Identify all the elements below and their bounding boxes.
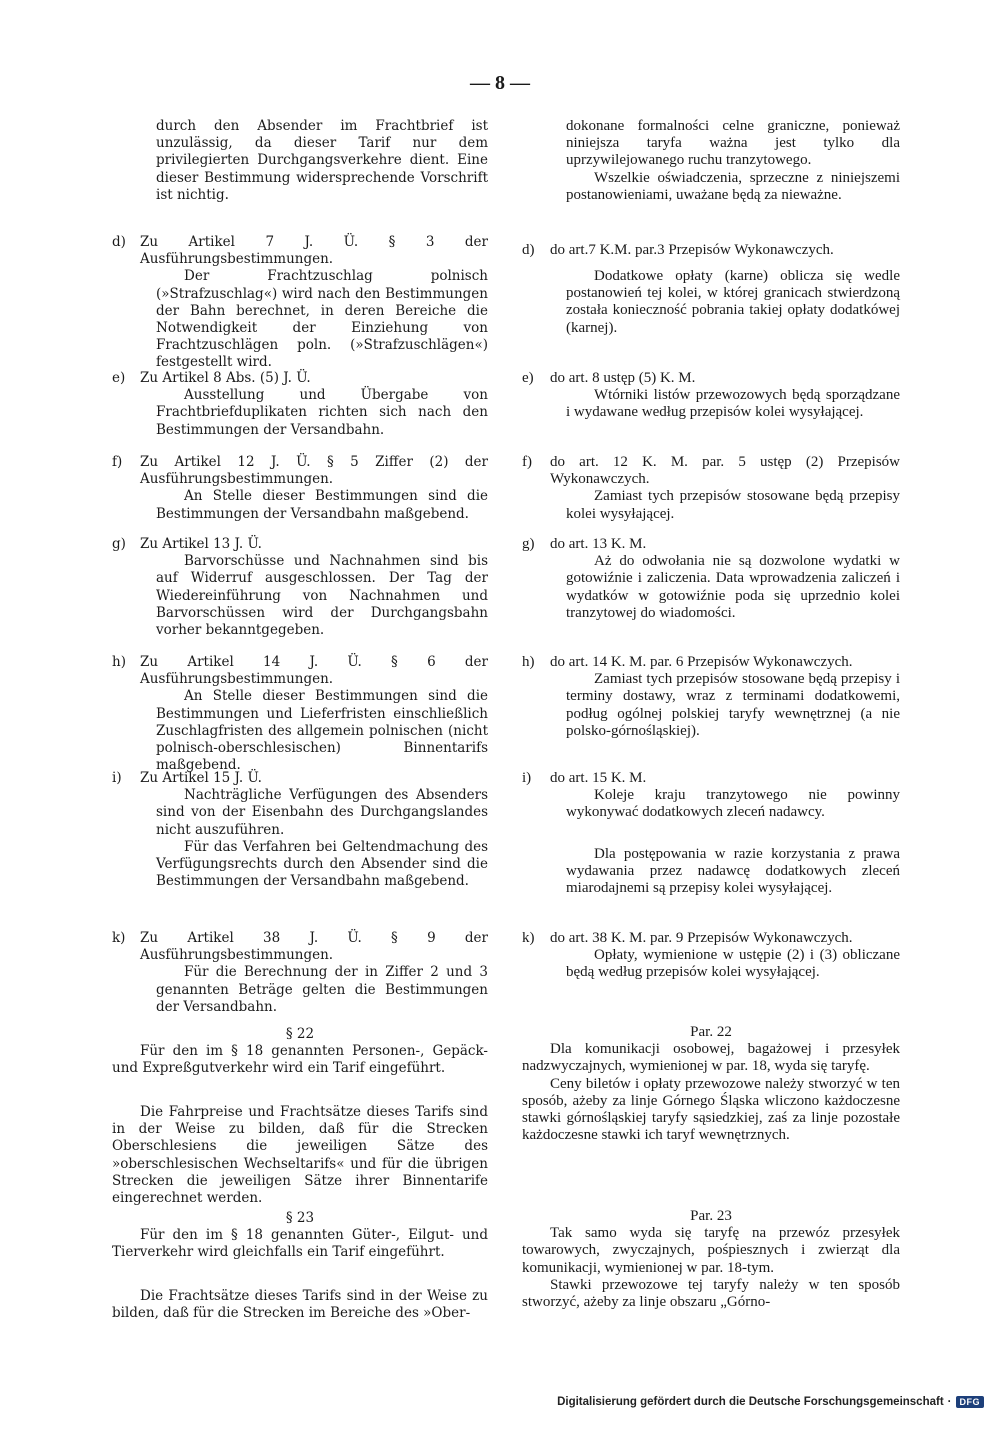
dfg-logo-icon: DFG bbox=[956, 1396, 985, 1408]
de-h-body: An Stelle dieser Bestimmungen sind die Bestimmungen und Lieferfristen einschließlich Zuschlagfristen des allgemein polnischen (nicht polnisch-oberschlesischen) Binnentarifs maßgebend. bbox=[156, 688, 488, 774]
pl-s22-p2: Ceny biletów i opłaty przewozowe należy stworzyć w ten sposób, ażeby za linje Górnego Śląska wliczono każdoczesne stawki górnośląskiej taryfy sąsiedzkiej, zaś za linje pozostałe każdoczesne stawki ich taryf wewnętrznych. bbox=[522, 1075, 900, 1144]
de-section-22 bbox=[112, 1026, 488, 1078]
de-d-marker: d) bbox=[112, 234, 126, 250]
pl-i-body2-block bbox=[522, 846, 900, 898]
de-s22-p2: Die Fahrpreise und Frachtsätze dieses Tarifs sind in der Weise zu bilden, daß für die Strecken Oberschlesiens die jeweiligen Sätze des »oberschlesischen Wechseltarifs« und für die übrigen Strecken die jeweiligen Sätze ihrer Binnentarife eingerechnet werden. bbox=[112, 1104, 488, 1207]
de-g-marker: g) bbox=[112, 536, 126, 552]
polish-column bbox=[522, 118, 900, 1364]
de-item-e bbox=[112, 370, 488, 439]
pl-k-heading: do art. 38 K. M. par. 9 Przepisów Wykonawczych. bbox=[550, 930, 853, 946]
footer-text: Digitalisierung gefördert durch die Deutsche Forschungsgemeinschaft bbox=[557, 1396, 944, 1408]
german-column bbox=[112, 118, 488, 1364]
de-g-heading: Zu Artikel 13 J. Ü. bbox=[140, 536, 262, 552]
pl-e-heading: do art. 8 ustęp (5) K. M. bbox=[550, 370, 696, 386]
de-i-heading: Zu Artikel 15 J. Ü. bbox=[140, 770, 262, 786]
pl-h-heading: do art. 14 K. M. par. 6 Przepisów Wykonawczych. bbox=[550, 654, 853, 670]
pl-s23-p2: Stawki przewozowe tej taryfy należy w ten sposób stworzyć, ażeby za linje obszaru „Górno- bbox=[522, 1276, 900, 1311]
de-d-heading: Zu Artikel 7 J. Ü. § 3 der Ausführungsbestimmungen. bbox=[140, 234, 488, 268]
de-s23-title: § 23 bbox=[285, 1210, 315, 1226]
de-h-marker: h) bbox=[112, 654, 126, 670]
de-e-body: Ausstellung und Übergabe von Frachtbriefduplikaten richten sich nach den Bestimmungen der Versandbahn. bbox=[156, 387, 488, 438]
de-k-heading: Zu Artikel 38 J. Ü. § 9 der Ausführungsbestimmungen. bbox=[140, 930, 488, 964]
de-k-marker: k) bbox=[112, 930, 126, 946]
de-e-heading: Zu Artikel 8 Abs. (5) J. Ü. bbox=[140, 370, 311, 386]
de-d-body: Der Frachtzuschlag polnisch (»Strafzuschlag«) wird nach den Bestimmungen der Bahn berechnet, in deren Bereiche die Notwendigkeit der Einziehung von Frachtzuschlägen poln. (»Strafzuschlägen«) festgestellt wird. bbox=[156, 268, 488, 371]
de-item-g bbox=[112, 536, 488, 639]
de-intro-text: durch den Absender im Frachtbrief ist unzulässig, da dieser Tarif nur dem privilegierten Durchgangsverkehre dient. Eine dieser Bestimmung widersprechende Vorschrift ist nichtig. bbox=[156, 118, 488, 203]
pl-f-marker: f) bbox=[522, 454, 532, 470]
pl-h-body: Zamiast tych przepisów stosowane będą przepisy i terminy dostawy, wraz z terminami dodatkowemi, podług ogólnej polskiej taryfy wewnętrznej (a nie polsko-górnośląskiej). bbox=[566, 671, 900, 739]
pl-item-e bbox=[522, 370, 900, 422]
de-s23-p2: Die Frachtsätze dieses Tarifs sind in der Weise zu bilden, daß für die Strecken im Bereiche des »Ober- bbox=[112, 1288, 488, 1322]
pl-item-d bbox=[522, 242, 900, 259]
pl-s22-p1: Dla komunikacji osobowej, bagażowej i przesyłek nadzwyczajnych, wymienionej w par. 18, wyda się taryfę. bbox=[522, 1041, 900, 1075]
de-item-i bbox=[112, 770, 488, 890]
de-section-23 bbox=[112, 1210, 488, 1262]
pl-h-marker: h) bbox=[522, 654, 535, 670]
pl-item-k bbox=[522, 930, 900, 982]
pl-g-heading: do art. 13 K. M. bbox=[550, 536, 647, 552]
pl-d-body: Dodatkowe opłaty (karne) oblicza się wedle postanowień tej kolei, w której granicach stwierdzoną została konieczność pobrania takiej opłaty dodatkówej (karnej). bbox=[566, 268, 900, 336]
de-f-marker: f) bbox=[112, 454, 123, 470]
de-e-marker: e) bbox=[112, 370, 126, 386]
pl-i-marker: i) bbox=[522, 770, 532, 786]
pl-d-body-block bbox=[522, 268, 900, 337]
de-i-body2: Für das Verfahren bei Geltendmachung des Verfügungsrechts durch den Absender sind die Bestimmungen der Versandbahn maßgebend. bbox=[156, 838, 488, 890]
pl-f-heading: do art. 12 K. M. par. 5 ustęp (2) Przepisów Wykonawczych. bbox=[550, 454, 900, 488]
pl-k-marker: k) bbox=[522, 930, 535, 946]
de-k-body: Für die Berechnung der in Ziffer 2 und 3 genannten Beträge gelten die Bestimmungen der Versandbahn. bbox=[156, 964, 488, 1015]
pl-g-body: Aż do odwołania nie są dozwolone wydatki w gotowiźnie i zaliczenia. Data wprowadzenia zaliczeń i wydatków w gotowiźnie poda się uprzednio kolei tranzytowej do wiadomości. bbox=[566, 553, 900, 621]
pl-k-body: Opłaty, wymienione w ustępie (2) i (3) obliczane będą według przepisów kolei wysyłającej. bbox=[566, 947, 900, 981]
de-f-body: An Stelle dieser Bestimmungen sind die Bestimmungen der Versandbahn maßgebend. bbox=[156, 488, 488, 522]
de-s22-title: § 22 bbox=[285, 1026, 315, 1042]
pl-e-body: Wtórniki listów przewozowych będą sporządzane i wydawane według przepisów kolei wysyłającej. bbox=[566, 387, 900, 421]
pl-intro bbox=[522, 118, 900, 204]
pl-item-i bbox=[522, 770, 900, 822]
de-s23-p2-block bbox=[112, 1288, 488, 1322]
pl-g-marker: g) bbox=[522, 536, 535, 552]
pl-item-f bbox=[522, 454, 900, 523]
de-g-body: Barvorschüsse und Nachnahmen sind bis auf Widerruf ausgeschlossen. Der Tag der Wiedereinführung von Nachnahmen und Barvorschüssen wird der Durchgangsbahn vorher bekanntgegeben. bbox=[156, 553, 488, 639]
de-item-h bbox=[112, 654, 488, 774]
de-s22-p2-block bbox=[112, 1104, 488, 1207]
pl-i-body1: Koleje kraju tranzytowego nie powinny wykonywać dodatkowych zleceń nadawcy. bbox=[566, 787, 900, 821]
pl-intro-1: dokonane formalności celne graniczne, ponieważ niniejsza taryfa ważna jest tylko dla uprzywilejowanego ruchu tranzytowego. bbox=[566, 118, 900, 169]
de-s23-p1: Für den im § 18 genannten Güter-, Eilgut- und Tierverkehr wird gleichfalls ein Tarif eingeführt. bbox=[112, 1227, 488, 1261]
de-item-d bbox=[112, 234, 488, 372]
pl-d-heading: do art.7 K.M. par.3 Przepisów Wykonawczych. bbox=[550, 242, 834, 258]
pl-section-23 bbox=[522, 1208, 900, 1311]
de-s22-p1: Für den im § 18 genannten Personen-, Gepäck- und Expreßgutverkehr wird ein Tarif eingeführt. bbox=[112, 1043, 488, 1077]
pl-s23-p1: Tak samo wyda się taryfę na przewóz przesyłek towarowych, zwyczajnych, pośpiesznych i zwierząt dla komunikacji, wymienionej w par. 18-tym. bbox=[522, 1225, 900, 1276]
de-i-marker: i) bbox=[112, 770, 122, 786]
pl-f-body: Zamiast tych przepisów stosowane będą przepisy kolei wysyłającej. bbox=[566, 488, 900, 522]
pl-s22-title: Par. 22 bbox=[690, 1024, 732, 1040]
de-item-k bbox=[112, 930, 488, 1016]
digitization-footer: Digitalisierung gefördert durch die Deutsche Forschungsgemeinschaft · DFG bbox=[557, 1396, 984, 1408]
pl-i-body2: Dla postępowania w razie korzystania z prawa wydawania przez nadawcę dodatkowych zleceń miarodajnemi są przepisy kolei wysyłającej. bbox=[566, 846, 900, 897]
pl-e-marker: e) bbox=[522, 370, 534, 386]
pl-s23-title: Par. 23 bbox=[690, 1208, 732, 1224]
pl-item-g bbox=[522, 536, 900, 622]
de-i-body1: Nachträgliche Verfügungen des Absenders sind von der Eisenbahn des Durchgangslandes nicht auszuführen. bbox=[156, 787, 488, 838]
pl-section-22 bbox=[522, 1024, 900, 1144]
de-intro bbox=[112, 118, 488, 204]
pl-intro-2: Wszelkie oświadczenia, sprzeczne z niniejszemi postanowieniami, uważane będą za nieważne. bbox=[566, 169, 900, 203]
de-f-heading: Zu Artikel 12 J. Ü. § 5 Ziffer (2) der Ausführungsbestimmungen. bbox=[140, 454, 488, 488]
pl-d-marker: d) bbox=[522, 242, 535, 258]
pl-item-h bbox=[522, 654, 900, 740]
pl-i-heading: do art. 15 K. M. bbox=[550, 770, 647, 786]
de-h-heading: Zu Artikel 14 J. Ü. § 6 der Ausführungsbestimmungen. bbox=[140, 654, 488, 688]
de-item-f bbox=[112, 454, 488, 523]
page-number: — 8 — bbox=[470, 72, 530, 94]
